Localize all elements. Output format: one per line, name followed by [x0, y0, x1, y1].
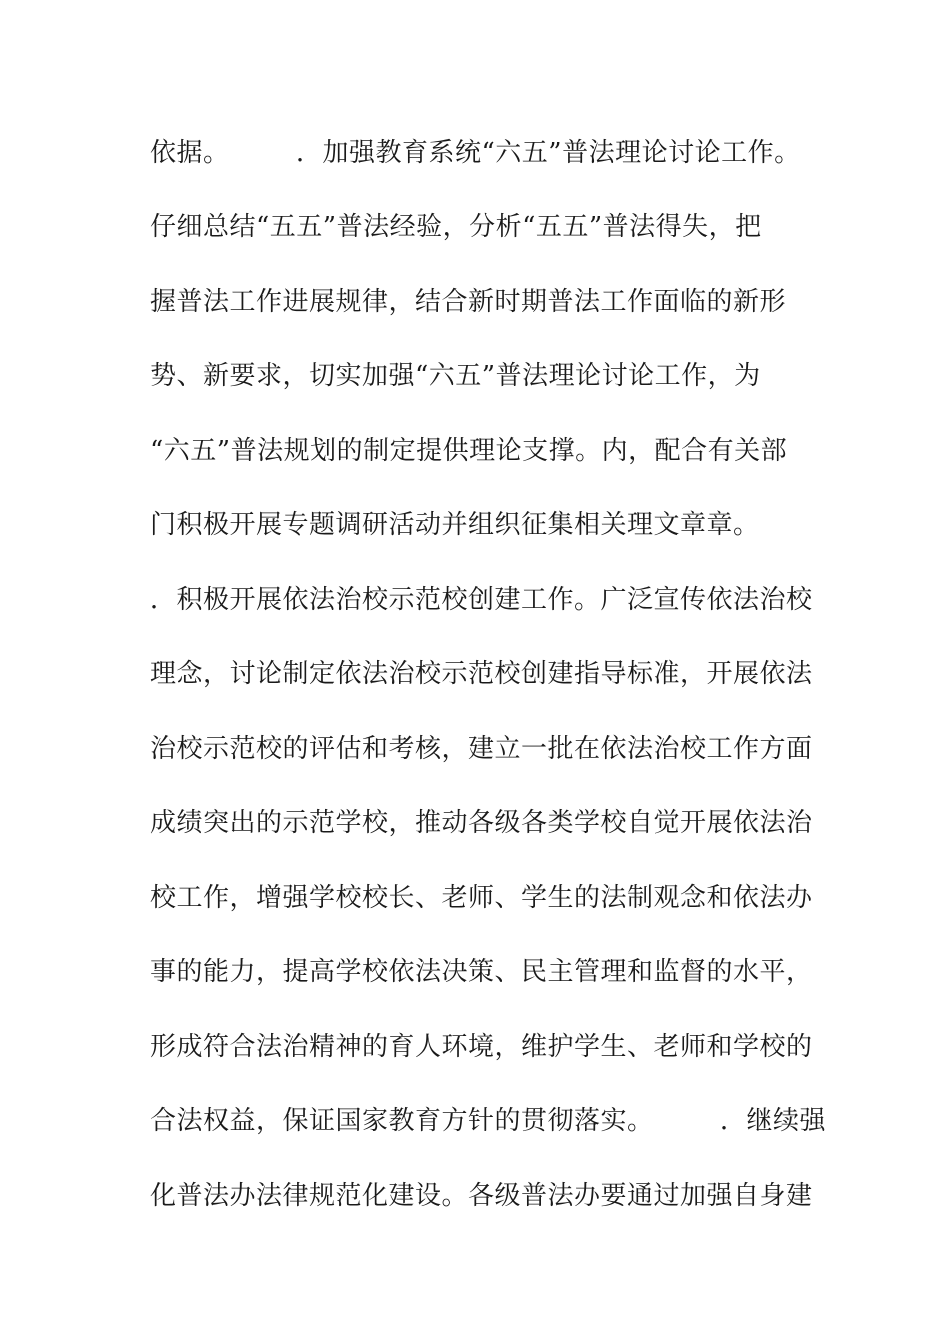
text-line: 门积极开展专题调研活动并组织征集相关理文章章。 — [150, 510, 760, 540]
text-line: 握普法工作进展规律，结合新时期普法工作面临的新形 — [150, 287, 787, 317]
text-line: 校工作，增强学校校长、老师、学生的法制观念和依法办 — [150, 883, 813, 913]
text-line: 形成符合法治精神的育人环境，维护学生、老师和学校的 — [150, 1032, 813, 1062]
text-line: 理念，讨论制定依法治校示范校创建指导标准，开展依法 — [150, 659, 813, 689]
text-line: 势、新要求，切实加强“六五”普法理论讨论工作，为 — [150, 361, 761, 391]
text-line: 成绩突出的示范学校，推动各级各类学校自觉开展依法治 — [150, 808, 813, 838]
text-line: 事的能力，提高学校依法决策、民主管理和监督的水平， — [150, 957, 813, 987]
text-line: 化普法办法律规范化建设。各级普法办要通过加强自身建 — [150, 1181, 813, 1211]
text-line: 合法权益，保证国家教育方针的贯彻落实。 ．继续强 — [150, 1106, 827, 1136]
text-line: “六五”普法规划的制定提供理论支撑。内，配合有关部 — [150, 436, 788, 466]
text-line: 依据。 ．加强教育系统“六五”普法理论讨论工作。 — [150, 138, 801, 168]
text-line: 仔细总结“五五”普法经验，分析“五五”普法得失，把 — [150, 212, 762, 242]
text-line: 治校示范校的评估和考核，建立一批在依法治校工作方面 — [150, 734, 813, 764]
text-line: ．积极开展依法治校示范校创建工作。广泛宣传依法治校 — [150, 585, 813, 615]
